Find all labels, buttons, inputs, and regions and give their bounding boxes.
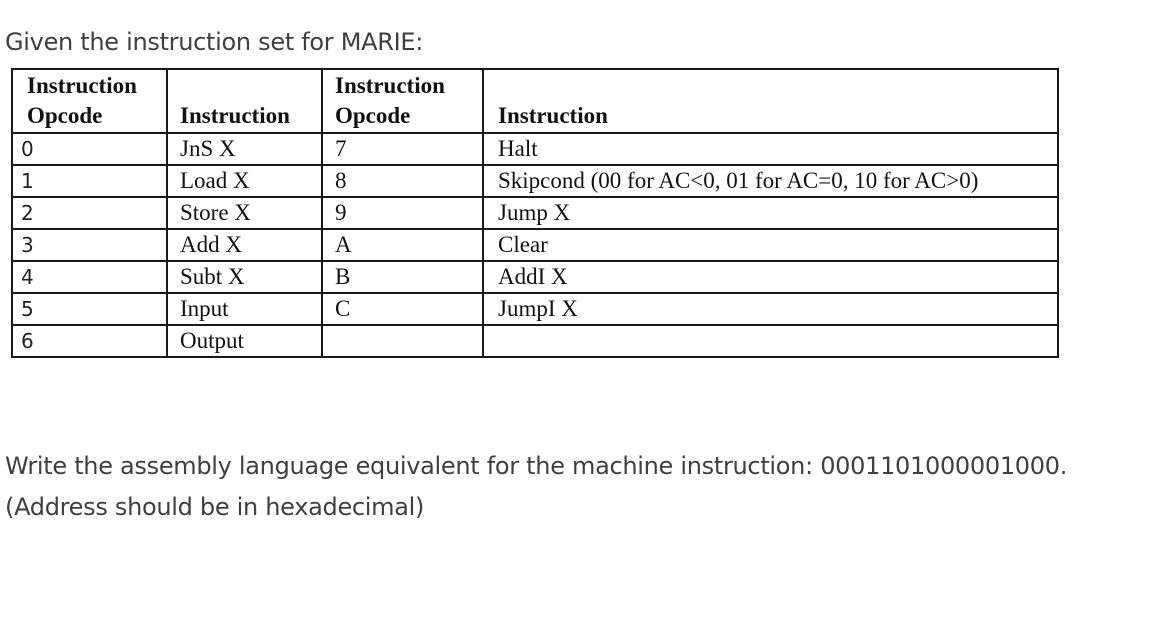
table-row [12,293,1058,325]
opcode-cell: 9 [322,197,483,229]
opcode-cell: 5 [12,293,167,325]
question-line-1: Write the assembly language equivalent for the machine instruction: 0001101000001000. [5,452,1068,480]
opcode-cell [322,325,483,357]
opcode-cell: 3 [12,229,167,261]
instruction-cell: JnS X [167,133,322,165]
question-line-2: (Address should be in hexadecimal) [5,493,425,521]
instruction-cell: Load X [167,165,322,197]
instruction-cell: Halt [483,133,1058,165]
opcode-cell: 1 [12,165,167,197]
header-opcode-1-line1: Instruction [27,73,137,98]
instruction-cell: Input [167,293,322,325]
opcode-cell: 6 [12,325,167,357]
table-row [12,325,1058,357]
opcode-cell: 4 [12,261,167,293]
header-instruction-2: Instruction [483,69,1058,133]
opcode-cell: 2 [12,197,167,229]
header-opcode-2-line2: Opcode [335,103,411,128]
opcode-cell: 0 [12,133,167,165]
table-row [12,197,1058,229]
table-row [12,261,1058,293]
question-text [5,446,1067,528]
instruction-cell [483,325,1058,357]
instruction-cell: Store X [167,197,322,229]
instruction-cell: Skipcond (00 for AC<0, 01 for AC=0, 10 for AC>0) [483,165,1058,197]
instruction-cell: Clear [483,229,1058,261]
instruction-cell: Add X [167,229,322,261]
instruction-cell: AddI X [483,261,1058,293]
instruction-cell: Output [167,325,322,357]
header-opcode-1 [12,69,167,133]
instruction-cell: JumpI X [483,293,1058,325]
table-header-row [12,69,1058,133]
header-instruction-1: Instruction [167,69,322,133]
table-row [12,133,1058,165]
marie-instruction-table [11,68,1059,358]
intro-text: Given the instruction set for MARIE: [5,28,424,56]
opcode-cell: 7 [322,133,483,165]
opcode-cell: A [322,229,483,261]
instruction-cell: Subt X [167,261,322,293]
instruction-cell: Jump X [483,197,1058,229]
opcode-cell: B [322,261,483,293]
opcode-cell: 8 [322,165,483,197]
header-opcode-2-line1: Instruction [335,73,445,98]
header-opcode-1-line2: Opcode [27,103,103,128]
opcode-cell: C [322,293,483,325]
table-row [12,229,1058,261]
header-opcode-2 [322,69,483,133]
table-row [12,165,1058,197]
